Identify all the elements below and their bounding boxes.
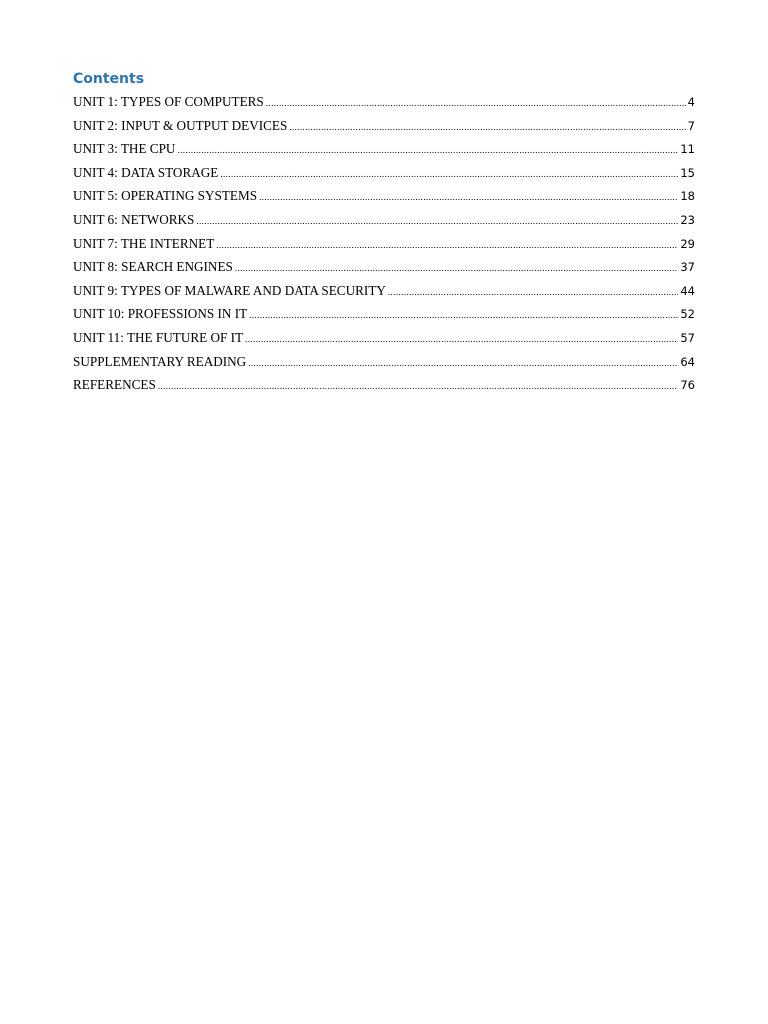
toc-title: Contents <box>73 71 145 87</box>
toc-entry-page-number: 4 <box>687 95 695 109</box>
dot-leader <box>245 328 678 352</box>
toc-entry-unit-3[interactable] <box>73 137 695 161</box>
toc-entry-unit-7[interactable] <box>73 232 695 256</box>
toc-entry-page-number: 64 <box>680 354 695 369</box>
dot-leader <box>249 304 678 328</box>
dot-leader <box>248 352 678 376</box>
dot-leader <box>158 375 679 399</box>
dot-leader <box>216 234 678 258</box>
toc-entry-page-number: 57 <box>680 330 695 345</box>
toc-entry-unit-9[interactable] <box>73 279 695 303</box>
dot-leader <box>266 92 686 116</box>
toc-entry-page-number: 23 <box>680 212 695 227</box>
toc-entry-label: UNIT 1: TYPES OF COMPUTERS <box>73 94 264 109</box>
toc-entry-label: UNIT 11: THE FUTURE OF IT <box>73 329 244 345</box>
toc-entry-label: UNIT 4: DATA STORAGE <box>73 164 219 180</box>
toc-entry-references[interactable] <box>73 373 695 397</box>
dot-leader <box>235 257 679 281</box>
document-page <box>73 68 695 397</box>
toc-list <box>73 90 695 397</box>
dot-leader <box>388 281 678 305</box>
toc-entry-page-number: 15 <box>680 165 695 180</box>
toc-entry-label: UNIT 10: PROFESSIONS IN IT <box>73 306 248 322</box>
toc-entry-label: UNIT 5: OPERATING SYSTEMS <box>73 188 258 204</box>
toc-entry-unit-4[interactable] <box>73 161 695 185</box>
toc-entry-unit-11[interactable] <box>73 326 695 350</box>
toc-entry-page-number: 44 <box>680 283 695 298</box>
dot-leader <box>220 163 678 187</box>
toc-entry-unit-2[interactable] <box>73 114 695 138</box>
toc-entry-page-number: 11 <box>680 142 695 157</box>
toc-entry-page-number: 7 <box>687 118 695 133</box>
toc-entry-page-number: 52 <box>680 307 695 322</box>
toc-entry-label: UNIT 7: THE INTERNET <box>73 235 215 251</box>
toc-entry-unit-10[interactable] <box>73 302 695 326</box>
toc-entry-unit-1[interactable] <box>73 90 695 114</box>
dot-leader <box>196 210 678 234</box>
toc-entry-label: SUPPLEMENTARY READING <box>73 353 247 369</box>
toc-entry-page-number: 29 <box>680 236 695 251</box>
toc-entry-label: UNIT 2: INPUT & OUTPUT DEVICES <box>73 117 288 133</box>
dot-leader <box>177 139 678 163</box>
toc-entry-page-number: 76 <box>680 378 695 393</box>
toc-entry-label: UNIT 8: SEARCH ENGINES <box>73 259 233 275</box>
toc-entry-supplementary-reading[interactable] <box>73 350 695 374</box>
toc-entry-unit-8[interactable] <box>73 255 695 279</box>
toc-entry-page-number: 18 <box>680 189 695 204</box>
toc-entry-label: UNIT 9: TYPES OF MALWARE AND DATA SECURITY <box>73 282 386 298</box>
toc-entry-page-number: 37 <box>680 260 695 275</box>
toc-entry-label: UNIT 6: NETWORKS <box>73 211 195 227</box>
toc-entry-label: REFERENCES <box>73 377 156 393</box>
dot-leader <box>259 186 678 210</box>
toc-entry-label: UNIT 3: THE CPU <box>73 141 176 157</box>
toc-entry-unit-5[interactable] <box>73 184 695 208</box>
toc-entry-unit-6[interactable] <box>73 208 695 232</box>
dot-leader <box>289 116 685 140</box>
